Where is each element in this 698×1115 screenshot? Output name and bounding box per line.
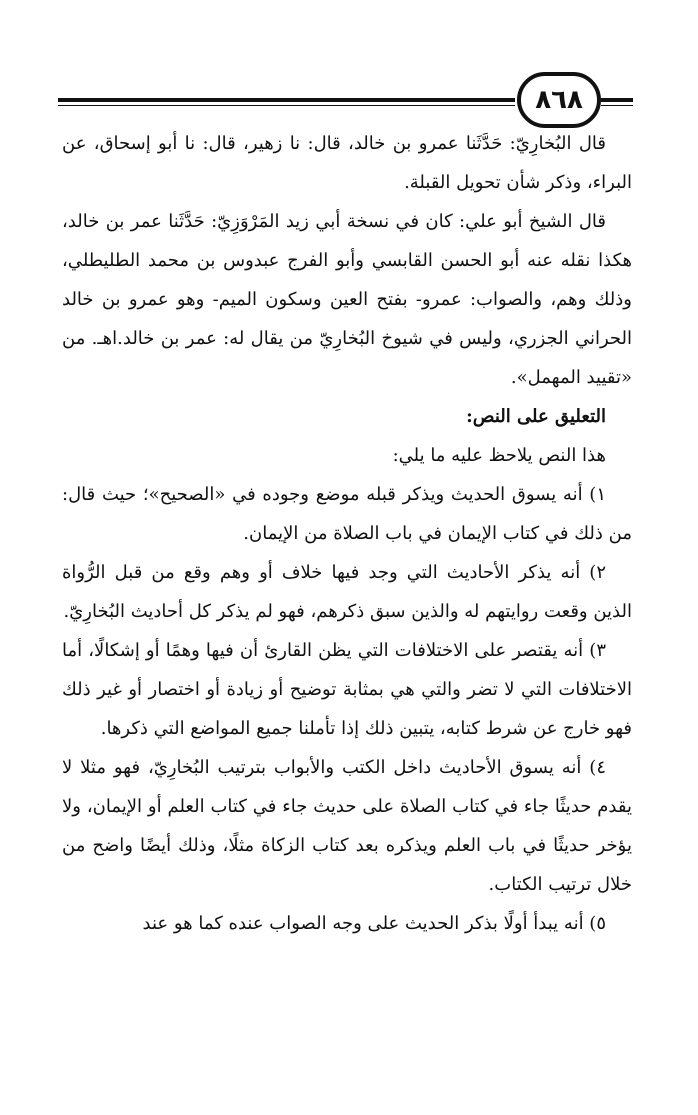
paragraph-observations-intro: هذا النص يلاحظ عليه ما يلي: — [392, 445, 606, 466]
list-item-1: ١) أنه يسوق الحديث ويذكر قبله موضع وجوده في «الصحيح»؛ حيث قال: من ذلك في كتاب الإيمان في باب الصلاة من الإيمان. — [62, 484, 632, 544]
header-rule-thick — [58, 98, 515, 102]
paragraph-bukhari-hadith: قال البُخارِيّ: حَدَّثَنا عمرو بن خالد، قال: نا زهير، قال: نا أبو إسحاق، عن البراء، وذكر شأن تحويل القبلة. — [62, 133, 632, 193]
header-rule-right-thin — [601, 105, 633, 106]
header-rule-right-thick — [601, 98, 633, 102]
paragraph-sheikh-abu-ali: قال الشيخ أبو علي: كان في نسخة أبي زيد المَرْوَزِيّ: حَدَّثَنا عمر بن خالد، هكذا نقله عنه أبو الحسن القابسي وأبو الفرج عبدوس بن محمد الطليطلي، وذلك وهم، والصواب: عمرو- بفتح العين وسكون الميم- وهو عمرو بن خالد الحراني الجزري، وليس في شيوخ البُخارِيّ من يقال له: عمر بن خالد.اهـ. من «تقييد المهمل». — [62, 211, 632, 388]
page-header — [58, 70, 633, 132]
header-rule-thin — [58, 105, 515, 106]
list-item-2: ٢) أنه يذكر الأحاديث التي وجد فيها خلاف أو وهم وقع من قبل الرُّواة الذين وقعت روايتهم له والذين سبق ذكرهم، فهو لم يذكر كل أحاديث البُخارِيّ. — [62, 562, 632, 622]
body-text — [62, 124, 632, 943]
list-item-4: ٤) أنه يسوق الأحاديث داخل الكتب والأبواب بترتيب البُخارِيّ، فهو مثلا لا يقدم حديثًا جاء في كتاب الصلاة على حديث جاء في كتاب العلم أو الإيمان، ولا يؤخر حديثًا في باب العلم ويذكره بعد كتاب الزكاة مثلًا، وذلك أيضًا واضح من خلال ترتيب الكتاب. — [62, 757, 632, 895]
list-item-3: ٣) أنه يقتصر على الاختلافات التي يظن القارئ أن فيها وهمًا أو إشكالًا، أما الاختلافات التي لا تضر والتي هي بمثابة توضيح أو زيادة أو اختصار أو غير ذلك فهو خارج عن شرط كتابه، يتبين ذلك إذا تأملنا جميع المواضع التي ذكرها. — [62, 640, 632, 739]
page-number: ٨٦٨ — [517, 72, 601, 128]
list-item-5: ٥) أنه يبدأ أولًا بذكر الحديث على وجه الصواب عنده كما هو عند — [142, 913, 606, 934]
section-heading-commentary: التعليق على النص: — [466, 406, 606, 427]
